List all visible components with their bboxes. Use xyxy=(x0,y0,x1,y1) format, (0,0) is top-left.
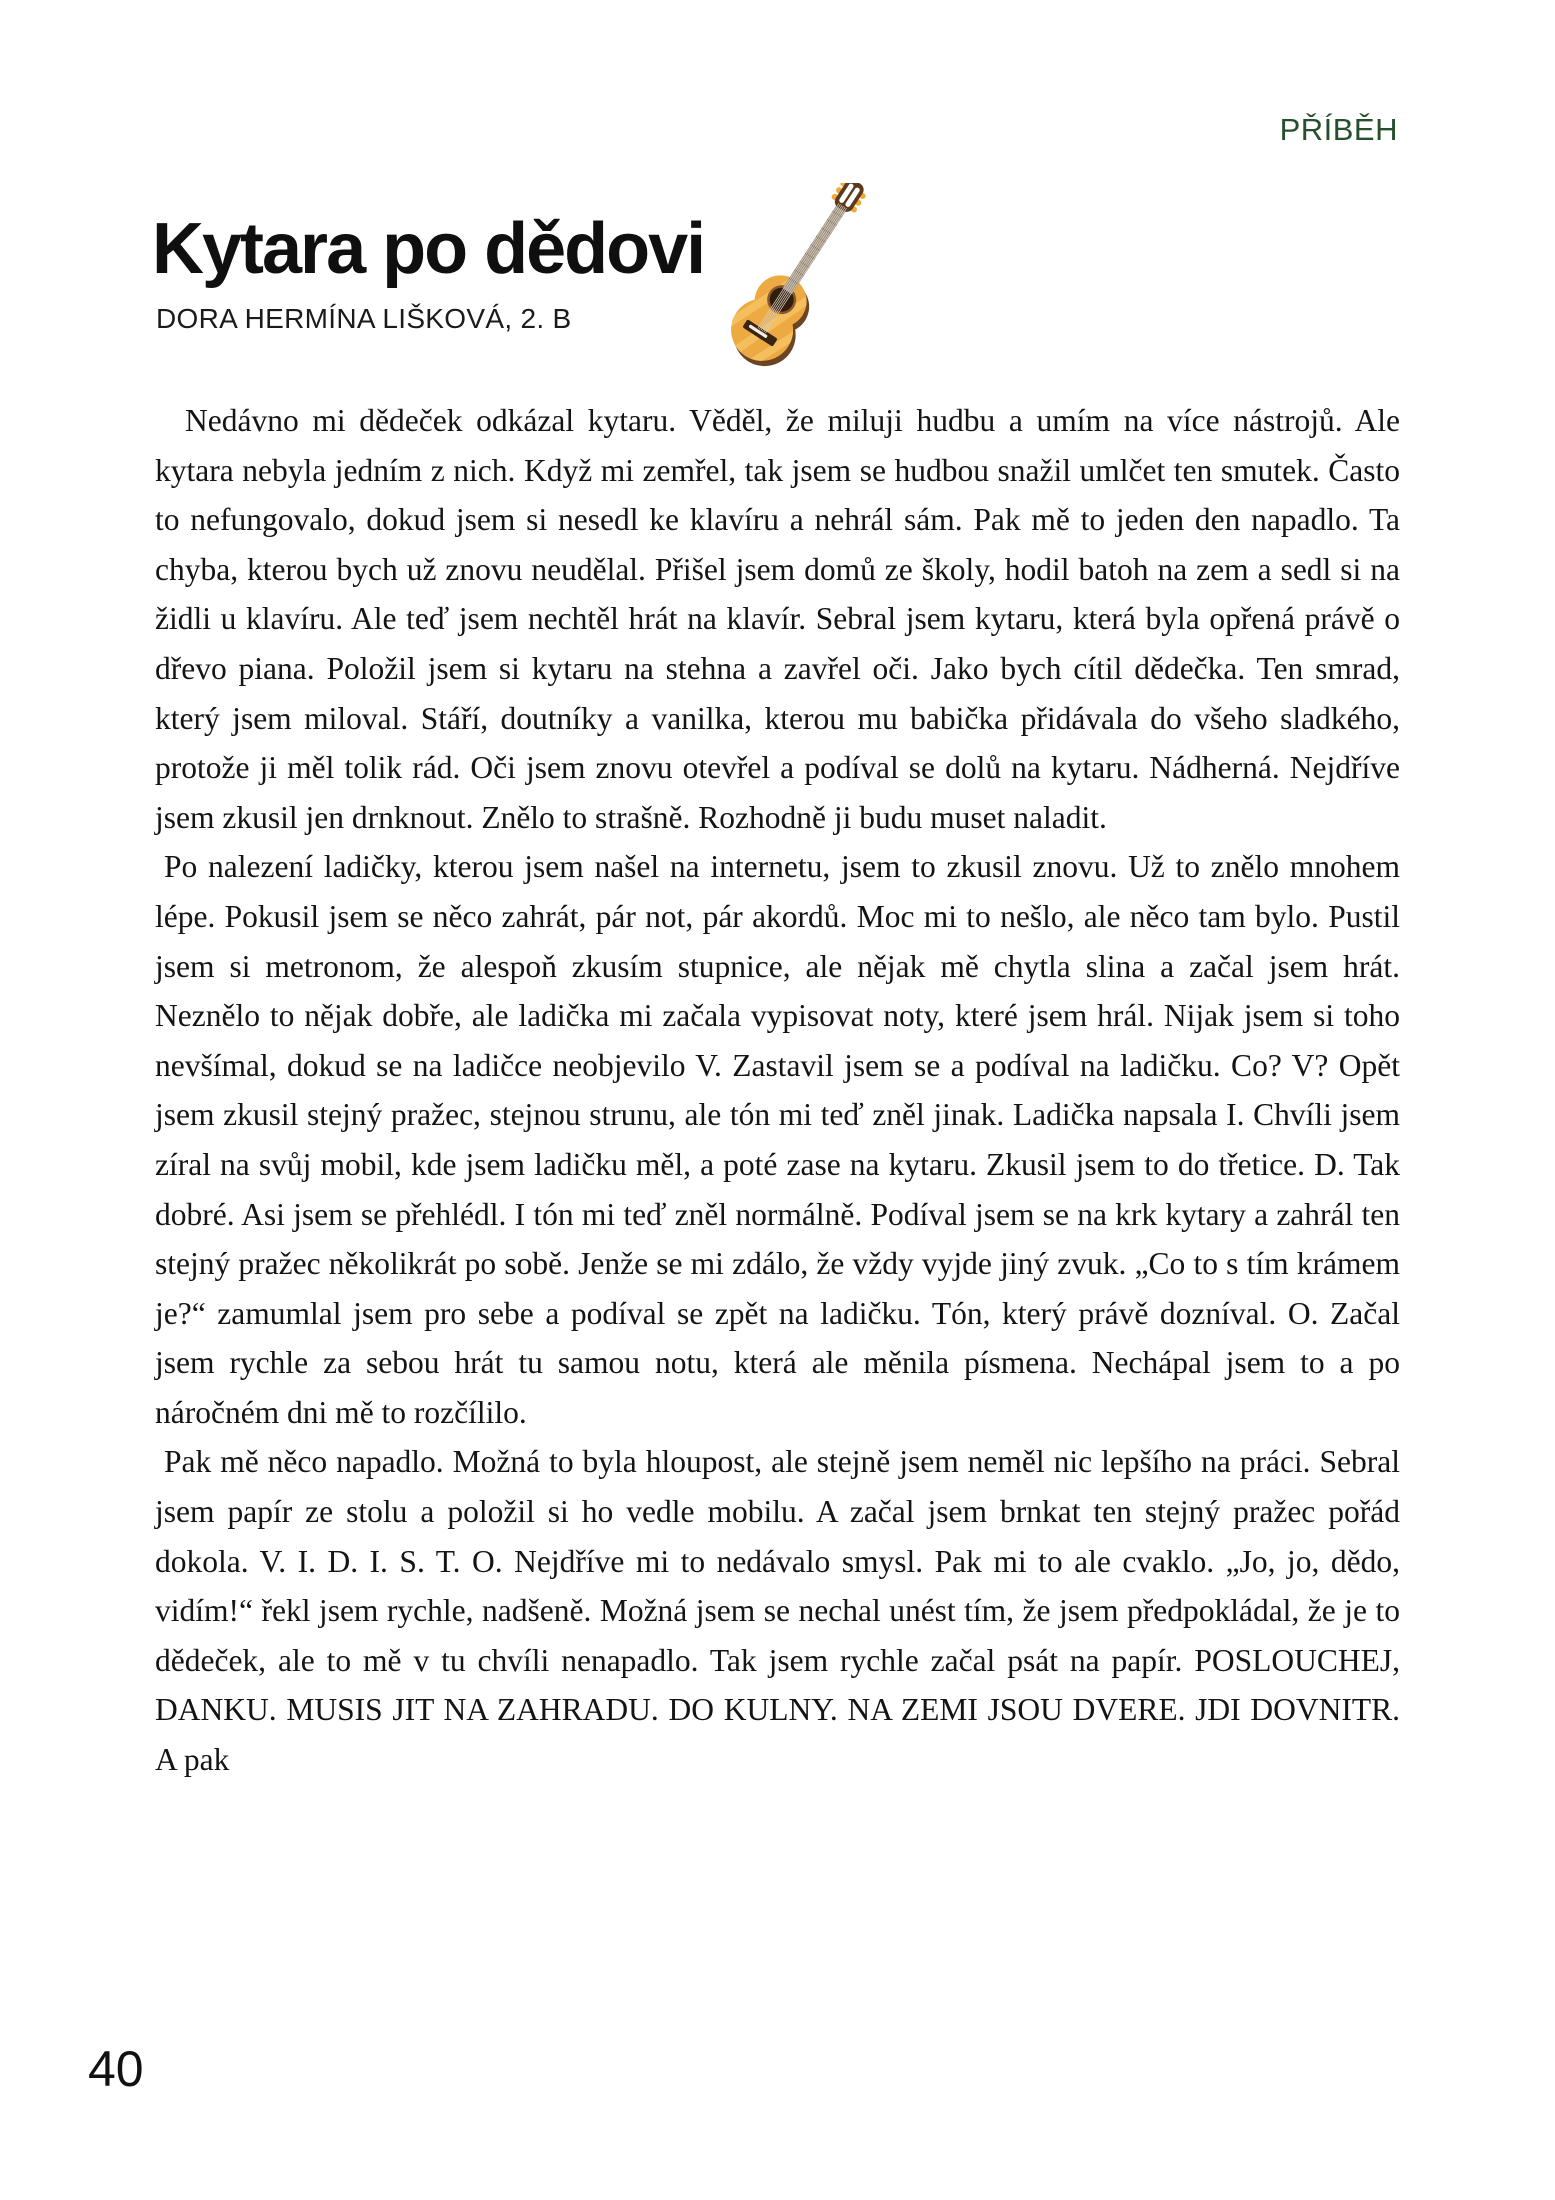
page-number: 40 xyxy=(88,2041,144,2097)
category-label: PŘÍBĚH xyxy=(1279,112,1398,147)
story-body xyxy=(155,396,1400,1785)
guitar-icon xyxy=(688,183,888,388)
story-paragraph: Pak mě něco napadlo. Možná to byla hloupost, ale stejně jsem neměl nic lepšího na práci. Sebral jsem papír ze stolu a položil si ho vedle mobilu. A začal jsem brnkat ten stejný pražec pořád dokola. V. I. D. I. S. T. O. Nejdříve mi to nedávalo smysl. Pak mi to ale cvaklo. „Jo, jo, dědo, vidím!“ řekl jsem rychle, nadšeně. Možná jsem se nechal unést tím, že jsem předpokládal, že je to dědeček, ale to mě v tu chvíli nenapadlo. Tak jsem rychle začal psát na papír. POSLOUCHEJ, DANKU. MUSIS JIT NA ZAHRADU. DO KULNY. NA ZEMI JSOU DVERE. JDI DOVNITR. A pak xyxy=(155,1444,1400,1778)
author-byline: DORA HERMÍNA LIŠKOVÁ, 2. B xyxy=(156,303,572,334)
page-title: Kytara po dědovi xyxy=(152,209,705,290)
story-paragraph: Nedávno mi dědeček odkázal kytaru. Věděl, že miluji hudbu a umím na více nástrojů. Ale kytara nebyla jedním z nich. Když mi zemřel, tak jsem se hudbou snažil umlčet ten smutek. Často to nefungovalo, dokud jsem si nesedl ke klavíru a nehrál sám. Pak mě to jeden den napadlo. Ta chyba, kterou bych už znovu neudělal. Přišel jsem domů ze školy, hodil batoh na zem a sedl si na židli u klavíru. Ale teď jsem nechtěl hrát na klavír. Sebral jsem kytaru, která byla opřená právě o dřevo piana. Položil jsem si kytaru na stehna a zavřel oči. Jako bych cítil dědečka. Ten smrad, který jsem miloval. Stáří, doutníky a vanilka, kterou mu babička přidávala do všeho sladkého, protože ji měl tolik rád. Oči jsem znovu otevřel a podíval se dolů na kytaru. Nádherná. Nejdříve jsem zkusil jen drnknout. Znělo to strašně. Rozhodně ji budu muset naladit. xyxy=(155,403,1400,835)
story-paragraph: Po nalezení ladičky, kterou jsem našel na internetu, jsem to zkusil znovu. Už to znělo mnohem lépe. Pokusil jsem se něco zahrát, pár not, pár akordů. Moc mi to nešlo, ale něco tam bylo. Pustil jsem si metronom, že alespoň zkusím stupnice, ale nějak mě chytla slina a začal jsem hrát. Neznělo to nějak dobře, ale ladička mi začala vypisovat noty, které jsem hrál. Nijak jsem si toho nevšímal, dokud se na ladičce neobjevilo V. Zastavil jsem se a podíval na ladičku. Co? V? Opět jsem zkusil stejný pražec, stejnou strunu, ale tón mi teď zněl jinak. Ladička napsala I. Chvíli jsem zíral na svůj mobil, kde jsem ladičku měl, a poté zase na kytaru. Zkusil jsem to do třetice. D. Tak dobré. Asi jsem se přehlédl. I tón mi teď zněl normálně. Podíval jsem se na krk kytary a zahrál ten stejný pražec několikrát po sobě. Jenže se mi zdálo, že vždy vyjde jiný zvuk. „Co to s tím krámem je?“ zamumlal jsem pro sebe a podíval se zpět na ladičku. Tón, který právě dozníval. O. Začal jsem rychle za sebou hrát tu samou notu, která ale měnila písmena. Nechápal jsem to a po náročném dni mě to rozčílilo. xyxy=(155,849,1400,1430)
